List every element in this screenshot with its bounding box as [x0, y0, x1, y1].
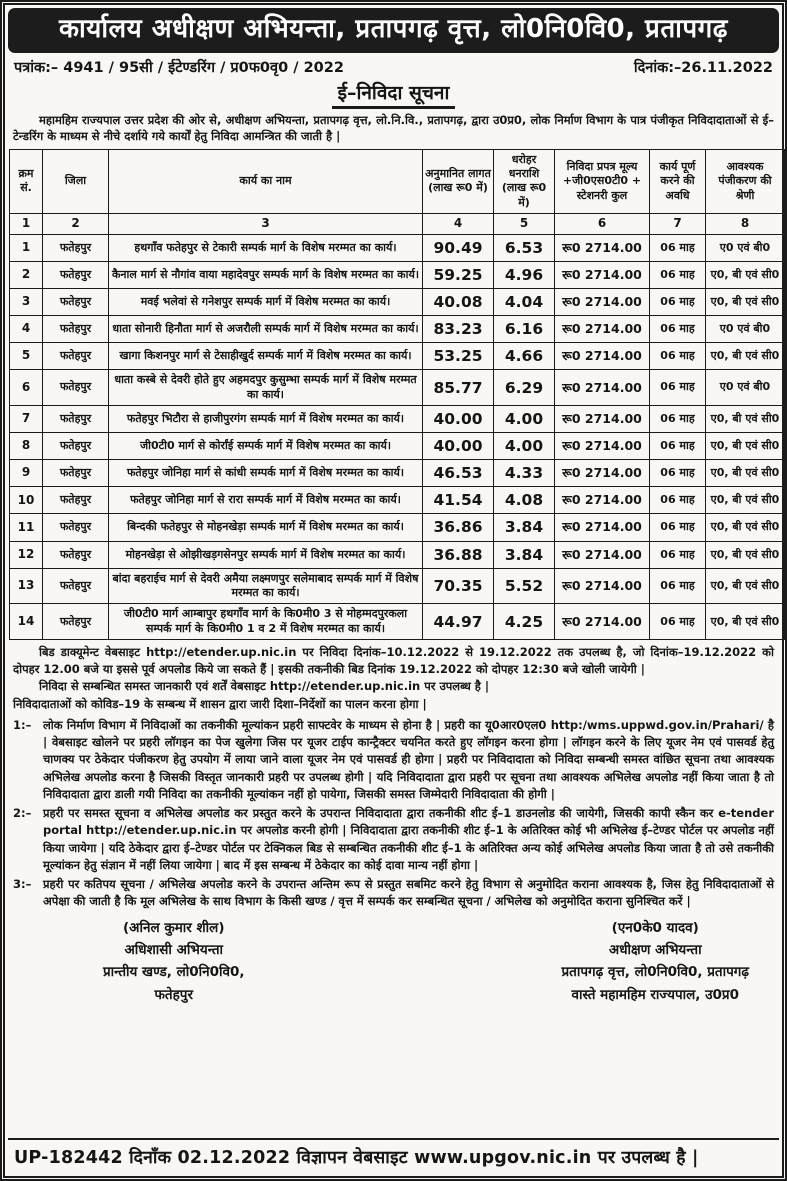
table-cell: ए0, बी एवं सी0 — [706, 261, 785, 288]
table-cell: रू0 2714.00 — [555, 288, 650, 315]
table-cell: 8 — [10, 433, 43, 460]
table-cell: रू0 2714.00 — [555, 234, 650, 261]
table-row — [10, 460, 785, 487]
signatures-row — [8, 911, 779, 1138]
table-cell: 85.77 — [423, 370, 494, 406]
table-cell: 06 माह — [650, 460, 706, 487]
table-row — [10, 604, 785, 640]
table-cell: 3 — [10, 288, 43, 315]
table-cell: रू0 2714.00 — [555, 405, 650, 432]
table-cell: 70.35 — [423, 568, 494, 604]
column-number: 3 — [109, 214, 423, 235]
table-cell: फतेहपुर — [43, 316, 109, 343]
table-cell: रू0 2714.00 — [555, 343, 650, 370]
note-paragraph: निविदादाताओं को कोविड–19 के सम्बन्ध में शासन द्वारा जारी दिशा–निर्देशों का पालन करना होगा | — [13, 696, 427, 711]
table-cell: 53.25 — [423, 343, 494, 370]
table-cell: 41.54 — [423, 487, 494, 514]
table-cell: रू0 2714.00 — [555, 487, 650, 514]
table-cell: फतेहपुर — [43, 370, 109, 406]
table-cell: 06 माह — [650, 234, 706, 261]
table-cell: 6.53 — [494, 234, 555, 261]
table-cell: 40.00 — [423, 405, 494, 432]
table-cell: जी0टी0 मार्ग से कोर्रांई सम्पर्क मार्ग में विशेष मरम्मत का कार्य। — [109, 433, 423, 460]
table-cell: 4.00 — [494, 405, 555, 432]
table-cell: 46.53 — [423, 460, 494, 487]
signature-left-executive-engineer — [103, 917, 245, 1132]
table-cell: ए0, बी एवं सी0 — [706, 568, 785, 604]
table-cell: 6.16 — [494, 316, 555, 343]
table-cell: ए0 एवं बी0 — [706, 234, 785, 261]
table-cell: 59.25 — [423, 261, 494, 288]
column-number: 7 — [650, 214, 706, 235]
intro-paragraph: महामहिम राज्यपाल उत्तर प्रदेश की ओर से, अधीक्षण अभियन्ता, प्रतापगढ़ वृत्त, लो.नि.वि., प्रतापगढ़, द्वारा उ0प्र0, लोक निर्माण विभाग के पात्र पंजीकृत निविदादाताओं से ई–टेन्डरिंग के माध्यम से नीचे दर्शाये गये कार्यों हेतु निविदा आमन्त्रित की जाती है | — [13, 112, 774, 144]
table-cell: फतेहपुर — [43, 514, 109, 541]
column-header: अनुमानित लागत (लाख रू0 में) — [423, 149, 494, 213]
table-cell: फतेहपुर — [43, 405, 109, 432]
tender-works-table — [9, 149, 785, 640]
table-row — [10, 370, 785, 406]
table-cell: ए0, बी एवं सी0 — [706, 604, 785, 640]
note-paragraph: निविदा से सम्बन्धित समस्त जानकारी एवं शर्तें वेबसाइट http://etender.up.nic.in पर उपलब्ध है | — [39, 679, 490, 694]
table-cell: कैनाल मार्ग से नौगांव वाया महादेवपुर सम्पर्क मार्ग के विशेष मरम्मत का कार्य। — [109, 261, 423, 288]
column-header: कार्य का नाम — [109, 149, 423, 213]
table-cell: 06 माह — [650, 568, 706, 604]
table-cell: 3.84 — [494, 514, 555, 541]
table-cell: 40.00 — [423, 433, 494, 460]
notice-title: ई–निविदा सूचना — [332, 79, 456, 109]
table-header-row — [10, 149, 785, 213]
table-cell: फतेहपुर — [43, 541, 109, 568]
table-cell: रू0 2714.00 — [555, 370, 650, 406]
table-cell: 4.08 — [494, 487, 555, 514]
table-cell: धाता सोनारी हिनौता मार्ग से अजरौली सम्पर्क मार्ग में विशेष मरम्मत का कार्य। — [109, 316, 423, 343]
table-cell: रू0 2714.00 — [555, 460, 650, 487]
table-cell: फतेहपुर — [43, 343, 109, 370]
table-cell: फतेहपुर — [43, 234, 109, 261]
signer-org: प्रतापगढ़ वृत्त, लो0नि0वि0, प्रतापगढ़ — [561, 964, 749, 981]
table-cell: रू0 2714.00 — [555, 604, 650, 640]
tender-table-head — [10, 149, 785, 234]
table-cell: 06 माह — [650, 370, 706, 406]
signature-right-superintending-engineer — [562, 917, 750, 1132]
signer-org: प्रान्तीय खण्ड, लो0नि0वि0, — [103, 964, 245, 981]
table-cell: फतेहपुर — [43, 568, 109, 604]
column-header: जिला — [43, 149, 109, 213]
table-cell: 4.66 — [494, 343, 555, 370]
footer-publication-line: UP-182442 दिनाँक 02.12.2022 विज्ञापन वेबसाइट www.upgov.nic.in पर उपलब्ध है | — [8, 1138, 779, 1176]
table-row — [10, 541, 785, 568]
table-cell: ए0 एवं बी0 — [706, 316, 785, 343]
table-cell: रू0 2714.00 — [555, 514, 650, 541]
table-cell: बांदा बहराईच मार्ग से देवरी अमैया लक्ष्मणपुर सलेमाबाद सम्पर्क मार्ग में विशेष मरम्मत का कार्य। — [109, 568, 423, 604]
table-cell: 6 — [10, 370, 43, 406]
note-paragraph: बिड डाक्यूमेन्ट वेबसाइट http://etender.up.nic.in पर निविदा दिनांक–10.12.2022 से 19.12.2022 तक उपलब्ध है, जो दिनांक–19.12.2022 को दोपहर 12.00 बजे या इससे पूर्व अपलोड किये जा सकते हैं | इसकी तकनीकी बिड दिनांक 19.12.2022 को दोपहर 12:30 बजे खोली जायेगी | — [13, 644, 774, 677]
column-number: 2 — [43, 214, 109, 235]
letter-number: पत्रांक:– 4941 / 95सी / ईटेण्डरिंग / प्र0फ0वृ0 / 2022 — [14, 59, 344, 76]
table-row — [10, 261, 785, 288]
numbered-note — [13, 805, 774, 874]
table-cell: 90.49 — [423, 234, 494, 261]
table-cell: ए0, बी एवं सी0 — [706, 343, 785, 370]
table-cell: 36.88 — [423, 541, 494, 568]
table-cell: 06 माह — [650, 604, 706, 640]
table-cell: 4.04 — [494, 288, 555, 315]
table-cell: 40.08 — [423, 288, 494, 315]
table-cell: 3.84 — [494, 541, 555, 568]
signer-name: (अनिल कुमार शील) — [123, 919, 225, 936]
table-row — [10, 487, 785, 514]
table-cell: 11 — [10, 514, 43, 541]
letter-line — [8, 53, 779, 77]
numbered-note-text: लोक निर्माण विभाग में निविदाओं का तकनीकी मूल्यांकन प्रहरी साफ्टवेर के माध्यम से होना है | प्रहरी का यू0आर0एल0 http:/wms.uppwd.gov.in/Prahari/ है | वेबसाइट खोलने पर प्रहरी लॉगइन का पेज खुलेगा जिस पर यूजर टाईप कान्ट्रैक्टर चयनित करते हुए लॉगइन करना होगा | लॉगइन करने के लिए यूजर नेम एवं पासवर्ड हेतु चाणक्य पर ठेकेदार पंजीकरण हेतु उपयोग में लाया जाने वाला यूजर नेम एवं पासवर्ड ही होगा | प्रहरी पर निविदादाता को निविदा सम्बन्धी समस्त वांछित सूचना तथा आवश्यक अभिलेख अपलोड करना है जिसकी विस्तृत जानकारी प्रहरी पर उपलब्ध होगी | यदि निविदादाता द्वारा प्रहरी पर सूचना तथा आवश्यक अभिलेख अपलोड नहीं किया जाता है तो निविदादाता द्वारा डाली गयी निविदा का तकनीकी मूल्यांकन नहीं हो पायेगा, जिसकी समस्त जिम्मेदारी निविदादाता की होगी | — [43, 717, 774, 801]
letter-date: दिनांक:–26.11.2022 — [633, 59, 773, 76]
table-cell: 06 माह — [650, 316, 706, 343]
numbered-note — [13, 717, 774, 803]
table-cell: 1 — [10, 234, 43, 261]
table-cell: 6.29 — [494, 370, 555, 406]
table-cell: 06 माह — [650, 514, 706, 541]
table-cell: 4.00 — [494, 433, 555, 460]
table-cell: मवई भलेवां से गनेशपुर सम्पर्क मार्ग में विशेष मरम्मत का कार्य। — [109, 288, 423, 315]
notes-section — [8, 640, 779, 713]
table-cell: फतेहपुर — [43, 288, 109, 315]
column-header: कार्य पूर्ण करने की अवधि — [650, 149, 706, 213]
tender-table-body — [10, 234, 785, 639]
table-row — [10, 568, 785, 604]
table-cell: फतेहपुर — [43, 487, 109, 514]
table-cell: हथगाँव फतेहपुर से टेकारी सम्पर्क मार्ग के विशेष मरम्मत का कार्य। — [109, 234, 423, 261]
column-number: 1 — [10, 214, 43, 235]
signer-place: फतेहपुर — [154, 986, 193, 1003]
table-row — [10, 343, 785, 370]
table-cell: ए0, बी एवं सी0 — [706, 405, 785, 432]
table-cell: 06 माह — [650, 541, 706, 568]
table-cell: 06 माह — [650, 405, 706, 432]
table-cell: 36.86 — [423, 514, 494, 541]
table-cell: फतेहपुर जोनिहा मार्ग से कांधी सम्पर्क मार्ग में विशेष मरम्मत का कार्य। — [109, 460, 423, 487]
table-cell: फतेहपुर — [43, 433, 109, 460]
numbered-note-text: प्रहरी पर कतिपय सूचना / अभिलेख अपलोड करने के उपरान्त अन्तिम रूप से प्रस्तुत सबमिट करने हेतु विभाग से अनुमोदित कराना आवश्यक है, जिस हेतु निविदादाताओं से अपेक्षा की जाती है कि मूल अभिलेख के साथ विभाग के किसी खण्ड / वृत्त में सम्पर्क कर सम्बन्धित सूचना / अभिलेख को अनुमोदित कराना सुनिश्चित करें | — [43, 877, 774, 909]
column-number: 4 — [423, 214, 494, 235]
column-number: 8 — [706, 214, 785, 235]
table-cell: रू0 2714.00 — [555, 541, 650, 568]
table-cell: फतेहपुर जोनिहा मार्ग से रारा सम्पर्क मार्ग में विशेष मरम्मत का कार्य। — [109, 487, 423, 514]
table-cell: 5 — [10, 343, 43, 370]
table-cell: 4.25 — [494, 604, 555, 640]
table-cell: रू0 2714.00 — [555, 261, 650, 288]
table-cell: 83.23 — [423, 316, 494, 343]
table-row — [10, 514, 785, 541]
table-cell: फतेहपुर — [43, 460, 109, 487]
table-cell: रू0 2714.00 — [555, 568, 650, 604]
table-cell: खागा किशनपुर मार्ग से टेसाहीखुर्द सम्पर्क मार्ग में विशेष मरम्मत का कार्य। — [109, 343, 423, 370]
table-cell: बिन्दकी फतेहपुर से मोहनखेड़ा सम्पर्क मार्ग में विशेष मरम्मत का कार्य। — [109, 514, 423, 541]
table-cell: 14 — [10, 604, 43, 640]
column-number: 6 — [555, 214, 650, 235]
notice-title-row — [8, 77, 779, 112]
column-number: 5 — [494, 214, 555, 235]
table-row — [10, 316, 785, 343]
column-header: धरोहर धनराशि (लाख रू0 में) — [494, 149, 555, 213]
table-cell: 5.52 — [494, 568, 555, 604]
numbered-note — [13, 876, 774, 911]
table-cell: जी0टी0 मार्ग आम्बापुर हथगाँव मार्ग के कि0मी0 3 से मोहम्मदपुरकला सम्पर्क मार्ग के कि0मी0 1 व 2 में विशेष मरम्मत का कार्य। — [109, 604, 423, 640]
table-row — [10, 234, 785, 261]
column-header: क्रम सं. — [10, 149, 43, 213]
numbered-note-label: 1:– — [13, 717, 32, 732]
table-cell: ए0, बी एवं सी0 — [706, 433, 785, 460]
signer-title: अधिशासी अभियन्ता — [124, 941, 224, 958]
numbered-note-label: 3:– — [13, 877, 32, 892]
column-header: आवश्यक पंजीकरण की श्रेणी — [706, 149, 785, 213]
table-row — [10, 433, 785, 460]
table-cell: 06 माह — [650, 261, 706, 288]
signer-name: (एन0के0 यादव) — [611, 919, 699, 936]
table-cell: 13 — [10, 568, 43, 604]
office-header-banner: कार्यालय अधीक्षण अभियन्ता, प्रतापगढ़ वृत्त, लो0नि0वि0, प्रतापगढ़ — [8, 8, 779, 53]
table-cell: 4.96 — [494, 261, 555, 288]
table-cell: रू0 2714.00 — [555, 316, 650, 343]
table-cell: फतेहपुर — [43, 604, 109, 640]
table-cell: धाता कस्बे से देवरी होते हुए अहमदपुर कुसुम्भा सम्पर्क मार्ग में विशेष मरम्मत का कार्य। — [109, 370, 423, 406]
table-row — [10, 288, 785, 315]
table-cell: 44.97 — [423, 604, 494, 640]
numbered-notes-section — [8, 713, 779, 911]
table-cell: 9 — [10, 460, 43, 487]
table-cell: 12 — [10, 541, 43, 568]
column-number-row — [10, 214, 785, 235]
signer-place: वास्ते महामहिम राज्यपाल, उ0प्र0 — [571, 986, 739, 1003]
table-row — [10, 405, 785, 432]
numbered-note-label: 2:– — [13, 806, 32, 821]
column-header: निविदा प्रपत्र मूल्य +जी0एस0टी0 + स्टेशनरी कुल — [555, 149, 650, 213]
table-cell: ए0, बी एवं सी0 — [706, 514, 785, 541]
table-cell: 06 माह — [650, 343, 706, 370]
signer-title: अधीक्षण अभियन्ता — [608, 941, 702, 958]
numbered-note-text: प्रहरी पर समस्त सूचना व अभिलेख अपलोड कर प्रस्तुत करने के उपरान्त निविदादाता द्वारा तकनीकी शीट ई–1 डाउनलोड की जायेगी, जिसकी कापी स्कैन कर e-tender portal http://etender.up.nic.in पर अपलोड करनी होगी | निविदादाता द्वारा तकनीकी शीट ई–1 के अतिरिक्त कोई भी अभिलेख ई–टेण्डर पोर्टल पर अपलोड नहीं किया जायेगा | यदि ठेकेदार द्वारा ई–टेण्डर पोर्टल पर टेक्निकल बिड से सम्बन्धित तकनीकी शीट ई–1 के अतिरिक्त अन्य कोई अभिलेख अपलोड किया जाता है तो उसे तकनीकी मूल्यांकन हेतु संज्ञान में नहीं लिया जायेगा | बाद में इस सम्बन्ध में ठेकेदार का कोई दावा मान्य नहीं होगा | — [43, 806, 774, 872]
table-cell: 4.33 — [494, 460, 555, 487]
table-cell: ए0, बी एवं सी0 — [706, 487, 785, 514]
table-cell: ए0, बी एवं सी0 — [706, 460, 785, 487]
table-cell: 4 — [10, 316, 43, 343]
table-cell: 06 माह — [650, 487, 706, 514]
table-cell: 2 — [10, 261, 43, 288]
table-cell: 7 — [10, 405, 43, 432]
table-cell: रू0 2714.00 — [555, 433, 650, 460]
table-cell: 06 माह — [650, 433, 706, 460]
table-cell: ए0, बी एवं सी0 — [706, 288, 785, 315]
table-cell: मोहनखेड़ा से ओझीखड़गसेनपुर सम्पर्क मार्ग में विशेष मरम्मत का कार्य। — [109, 541, 423, 568]
table-cell: फतेहपुर भिटौरा से हाजीपुरगंग सम्पर्क मार्ग में विशेष मरम्मत का कार्य। — [109, 405, 423, 432]
table-cell: ए0 एवं बी0 — [706, 370, 785, 406]
table-cell: 06 माह — [650, 288, 706, 315]
table-cell: ए0, बी एवं सी0 — [706, 541, 785, 568]
table-cell: 10 — [10, 487, 43, 514]
table-cell: फतेहपुर — [43, 261, 109, 288]
